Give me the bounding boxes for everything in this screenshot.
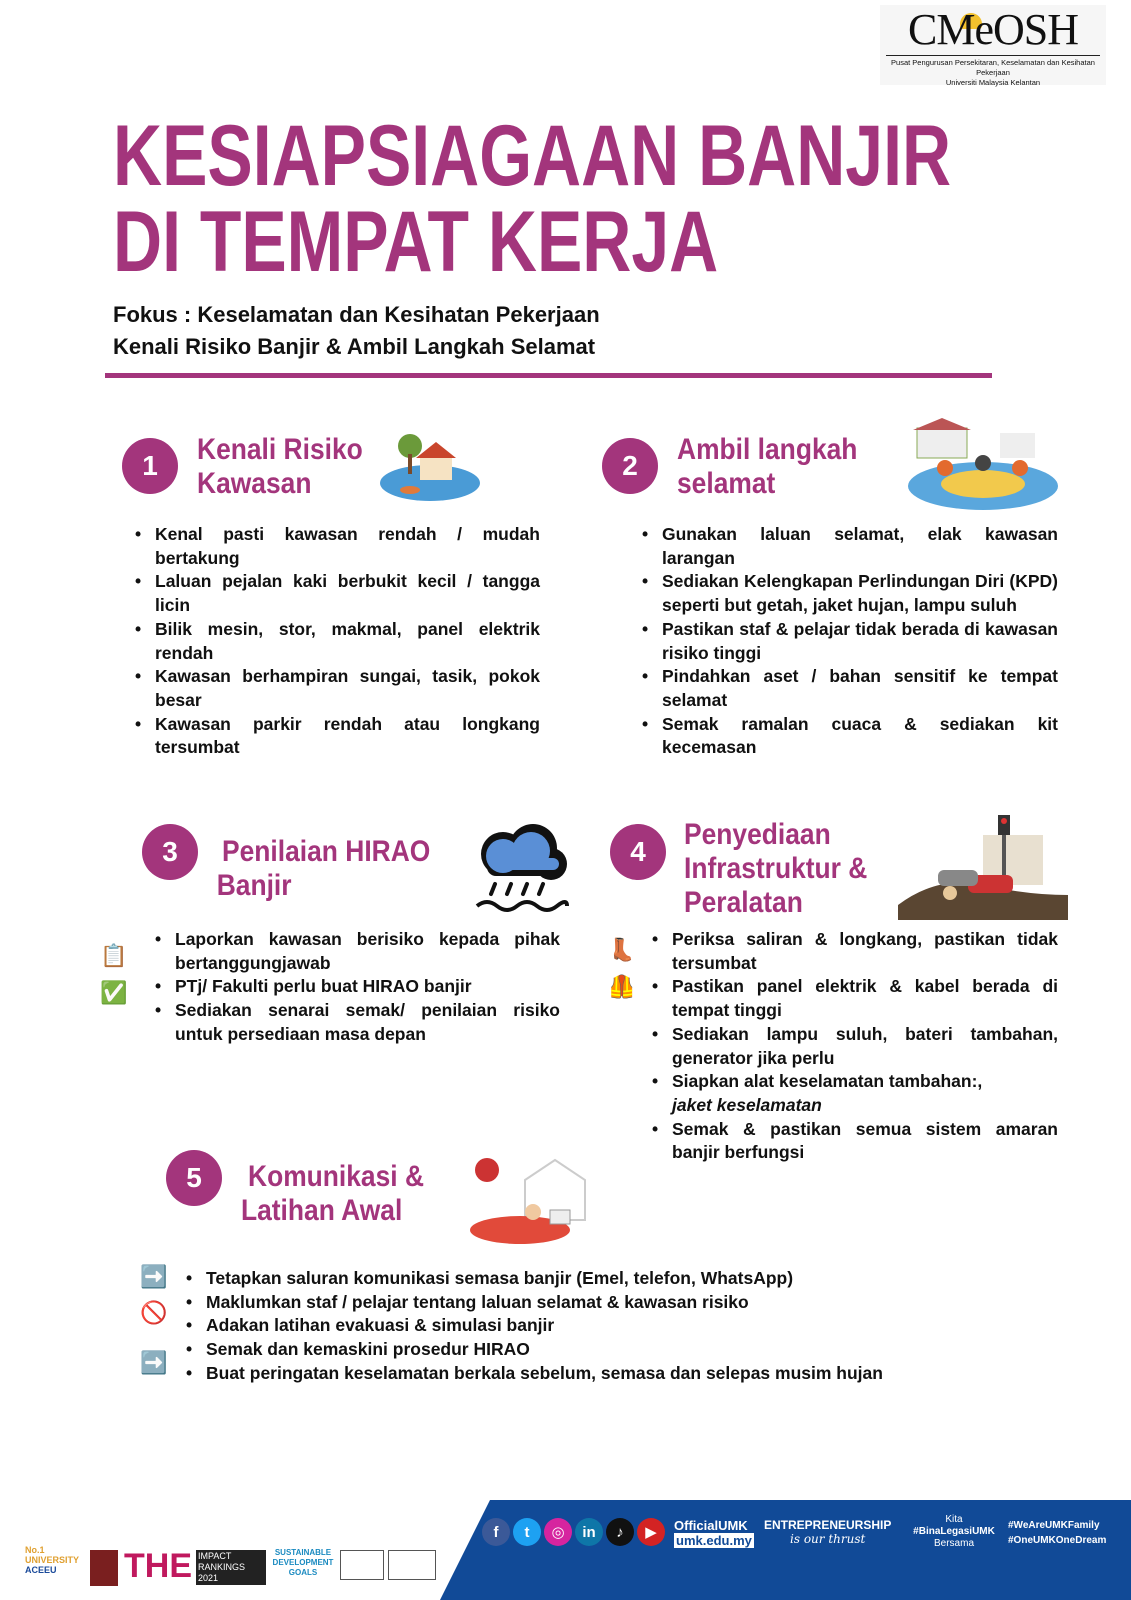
hashtags: #WeAreUMKFamily #OneUMKOneDream — [1008, 1520, 1107, 1546]
footer-band — [440, 1500, 1131, 1600]
rain-cloud-icon — [473, 822, 571, 917]
section-4-number: 4 — [610, 824, 666, 880]
no1-university-logo: No.1 UNIVERSITY ACEEU — [25, 1545, 80, 1575]
section-3-list — [155, 928, 560, 1047]
instagram-icon[interactable]: ◎ — [544, 1518, 572, 1546]
list-item: • Pastikan panel elektrik & kabel berada di tempat tinggi — [652, 975, 1058, 1022]
impact-rankings-logo: IMPACT RANKINGS 2021 — [196, 1550, 266, 1585]
list-item: • Maklumkan staf / pelajar tentang laluan selamat & kawasan risiko — [186, 1291, 938, 1315]
youtube-icon[interactable]: ▶ — [637, 1518, 665, 1546]
section-1-list — [135, 523, 540, 760]
focus-line2: Kenali Risiko Banjir & Ambil Langkah Selamat — [113, 334, 596, 359]
section-5-heading: Komunikasi & Latihan Awal — [240, 1160, 425, 1227]
list-item: • Semak ramalan cuaca & sediakan kit kecemasan — [642, 713, 1058, 760]
official-handle: OfficialUMK umk.edu.my — [674, 1518, 752, 1548]
list-item: • Sediakan Kelengkapan Perlindungan Diri (KPD) seperti but getah, jaket hujan, lampu suluh — [642, 570, 1058, 617]
section-1-number: 1 — [122, 438, 178, 494]
list-item: • Tetapkan saluran komunikasi semasa banjir (Emel, telefon, WhatsApp) — [186, 1267, 938, 1291]
list-item: • Adakan latihan evakuasi & simulasi banjir — [186, 1314, 938, 1338]
list-item: • Pastikan staf & pelajar tidak berada di kawasan risiko tinggi — [642, 618, 1058, 665]
list-item: • Kenal pasti kawasan rendah / mudah bertakung — [135, 523, 540, 570]
list-item: • Periksa saliran & longkang, pastikan tidak tersumbat — [652, 928, 1058, 975]
section-1-heading: Kenali Risiko Kawasan — [197, 433, 363, 500]
section-4-heading: Penyediaan Infrastruktur & Peralatan — [684, 818, 868, 919]
flooded-house-icon — [375, 428, 480, 503]
social-icons — [482, 1518, 668, 1546]
list-item: • Bilik mesin, stor, makmal, panel elektrik rendah — [135, 618, 540, 665]
prohibited-icon: 🚫 — [140, 1300, 168, 1325]
the-logo: THE — [124, 1547, 192, 1585]
website-link[interactable]: umk.edu.my — [676, 1533, 752, 1548]
ranking-badge-logo — [90, 1550, 118, 1586]
list-item: • Semak dan kemaskini prosedur HIRAO — [186, 1338, 938, 1362]
list-item: • Buat peringatan keselamatan berkala sebelum, semasa dan selepas musim hujan — [186, 1362, 938, 1386]
list-item: • Pindahkan aset / bahan sensitif ke tempat selamat — [642, 665, 1058, 712]
list-item: • Laporkan kawasan berisiko kepada pihak bertanggungjawab — [155, 928, 560, 975]
facebook-icon[interactable]: f — [482, 1518, 510, 1546]
section-2-list — [642, 523, 1058, 760]
boat-evacuation-icon — [465, 1150, 590, 1250]
page-title-line2: DI TEMPAT KERJA — [113, 194, 719, 290]
right-arrow-icon: ➡️ — [140, 1350, 168, 1375]
bina-legasi: Kita #BinaLegasiUMK Bersama — [913, 1514, 995, 1549]
list-item: • Sediakan lampu suluh, bateri tambahan, generator jika perlu — [652, 1023, 1058, 1070]
focus-line1: Fokus : Keselamatan dan Kesihatan Pekerjaan — [113, 302, 600, 327]
section-2-number: 2 — [602, 438, 658, 494]
list-item: • Kawasan parkir rendah atau longkang tersumbat — [135, 713, 540, 760]
sdg-logo: SUSTAINABLE DEVELOPMENT GOALS — [272, 1548, 334, 1577]
clipboard-icon: 📋 — [100, 943, 128, 968]
list-item: • Semak & pastikan semua sistem amaran banjir berfungsi — [652, 1118, 1058, 1165]
list-item: • Kawasan berhampiran sungai, tasik, pokok besar — [135, 665, 540, 712]
logo-line1: Pusat Pengurusan Persekitaran, Keselamatan dan Kesihatan Pekerjaan — [891, 58, 1095, 77]
section-5-number: 5 — [166, 1150, 222, 1206]
logo-line2: Universiti Malaysia Kelantan — [945, 78, 1041, 87]
tiktok-icon[interactable]: ♪ — [606, 1518, 634, 1546]
page-title-line1: KESIAPSIAGAAN BANJIR — [113, 108, 952, 204]
safety-vest-icon: 🦺 — [608, 974, 636, 999]
section-5-list — [186, 1267, 938, 1386]
section-3-number: 3 — [142, 824, 198, 880]
list-item: • Gunakan laluan selamat, elak kawasan larangan — [642, 523, 1058, 570]
slogan: ENTREPRENEURSHIP is our thrust — [764, 1518, 892, 1546]
section-3-heading: Penilaian HIRAO Banjir — [216, 835, 431, 902]
right-arrow-icon: ➡️ — [140, 1264, 168, 1289]
rescue-boat-icon — [905, 418, 1060, 513]
list-item: • PTj/ Fakulti perlu buat HIRAO banjir — [155, 975, 560, 999]
quality-cert-logo — [340, 1550, 384, 1580]
iso-cert-logo — [388, 1550, 436, 1580]
linkedin-icon[interactable]: in — [575, 1518, 603, 1546]
list-item: • Siapkan alat keselamatan tambahan:, jaket keselamatan — [652, 1070, 1058, 1117]
check-mark-icon: ✅ — [100, 980, 128, 1005]
logo-name: CMeOSH — [907, 5, 1079, 54]
flooded-street-icon — [898, 815, 1068, 920]
boot-icon: 👢 — [608, 937, 636, 962]
cmeosh-logo — [880, 5, 1106, 85]
section-2-heading: Ambil langkah selamat — [677, 433, 858, 500]
twitter-icon[interactable]: t — [513, 1518, 541, 1546]
divider — [105, 373, 992, 378]
section-4-list — [652, 928, 1058, 1165]
list-item: • Laluan pejalan kaki berbukit kecil / tangga licin — [135, 570, 540, 617]
list-item: • Sediakan senarai semak/ penilaian risiko untuk persediaan masa depan — [155, 999, 560, 1046]
